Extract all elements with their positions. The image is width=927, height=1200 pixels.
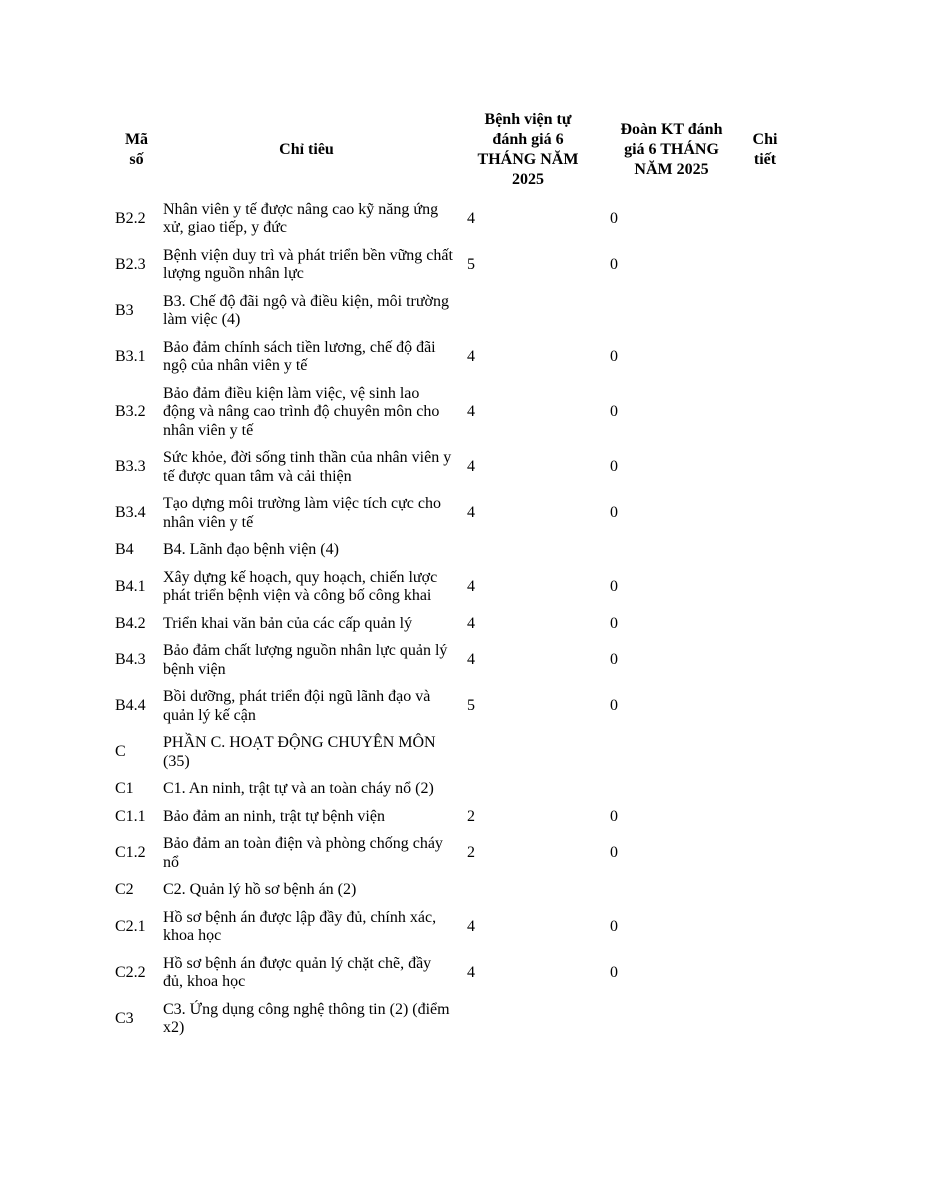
row-team-score: 0	[610, 614, 618, 632]
row-label: Nhân viên y tế được nâng cao kỹ năng ứng xử, giao tiếp, y đức	[163, 200, 439, 236]
row-code: C1.1	[115, 807, 146, 825]
row-team-score: 0	[610, 917, 618, 935]
row-team-score: 0	[610, 209, 618, 227]
row-label: Bảo đảm chất lượng nguồn nhân lực quản lý bệnh viện	[163, 642, 448, 678]
row-code: B4	[115, 541, 134, 558]
row-self-score: 4	[467, 963, 475, 981]
row-self-score	[453, 996, 603, 1042]
row-code: C2	[115, 881, 134, 898]
row-team-score: 0	[610, 504, 618, 522]
row-detail	[740, 537, 790, 565]
row-team-score	[603, 996, 740, 1042]
row-detail	[740, 831, 790, 877]
row-label: Sức khỏe, đời sống tinh thần của nhân viên y tế được quan tâm và cải thiện	[163, 449, 452, 485]
row-self-score: 4	[467, 347, 475, 365]
row-label: Bảo đảm an toàn điện và phòng chống cháy nổ	[163, 835, 443, 871]
row-self-score: 4	[467, 403, 475, 420]
row-code: C	[115, 743, 126, 761]
row-detail	[740, 950, 790, 996]
row-team-score: 0	[610, 347, 618, 365]
row-code: B3.4	[115, 504, 146, 522]
row-self-score: 4	[467, 209, 475, 227]
row-team-score	[603, 537, 740, 565]
row-self-score	[453, 877, 603, 905]
row-label: Bảo đảm chính sách tiền lương, chế độ đãi ngộ của nhân viên y tế	[163, 338, 436, 374]
row-self-score: 2	[467, 844, 475, 862]
table-row	[113, 877, 790, 905]
row-detail	[740, 776, 790, 804]
row-label: Bảo đảm điều kiện làm việc, vệ sinh lao động và nâng cao trình độ chuyên môn cho nhân viên y tế	[163, 384, 440, 439]
table-row	[113, 803, 790, 831]
row-team-score	[603, 730, 740, 776]
table-row	[113, 638, 790, 684]
row-team-score: 0	[610, 807, 618, 825]
row-self-score: 4	[467, 504, 475, 522]
row-detail	[740, 877, 790, 905]
row-self-score: 4	[467, 614, 475, 632]
row-self-score	[453, 776, 603, 804]
row-detail	[740, 242, 790, 288]
row-code: C1.2	[115, 844, 146, 862]
table-row	[113, 776, 790, 804]
row-team-score: 0	[610, 577, 618, 595]
assessment-table	[113, 104, 790, 1042]
table-row	[113, 831, 790, 877]
row-label: C3. Ứng dụng công nghệ thông tin (2) (điểm x2)	[163, 1000, 450, 1036]
row-label: Bảo đảm an ninh, trật tự bệnh viện	[163, 807, 385, 825]
table-row	[113, 730, 790, 776]
row-label: Bệnh viện duy trì và phát triển bền vững chất lượng nguồn nhân lực	[163, 246, 453, 282]
table-row	[113, 242, 790, 288]
row-self-score	[453, 288, 603, 334]
row-team-score: 0	[610, 403, 618, 420]
row-code: C1	[115, 780, 134, 797]
row-self-score: 5	[467, 697, 475, 715]
table-row	[113, 996, 790, 1042]
row-team-score	[603, 877, 740, 905]
table-body	[113, 196, 790, 1042]
column-header-indicator: Chỉ tiêu	[279, 141, 334, 158]
row-code: B2.2	[115, 209, 146, 227]
row-team-score: 0	[610, 844, 618, 862]
row-code: B3.2	[115, 403, 146, 420]
row-code: C2.1	[115, 917, 146, 935]
row-label: Hồ sơ bệnh án được lập đầy đủ, chính xác, khoa học	[163, 908, 437, 944]
row-detail	[740, 996, 790, 1042]
table-row	[113, 904, 790, 950]
row-detail	[740, 638, 790, 684]
row-detail	[740, 380, 790, 445]
table-row	[113, 610, 790, 638]
table-row	[113, 334, 790, 380]
row-code: B2.3	[115, 255, 146, 273]
row-code: B3.3	[115, 458, 146, 476]
row-self-score	[453, 537, 603, 565]
row-detail	[740, 334, 790, 380]
row-label: Xây dựng kế hoạch, quy hoạch, chiến lược phát triển bệnh viện và công bố công khai	[163, 568, 438, 604]
row-self-score: 5	[467, 255, 475, 273]
row-detail	[740, 491, 790, 537]
row-detail	[740, 196, 790, 242]
row-code: B4.3	[115, 651, 146, 669]
row-label: B4. Lãnh đạo bệnh viện (4)	[163, 541, 339, 558]
row-label: Hồ sơ bệnh án được quản lý chặt chẽ, đầy đủ, khoa học	[163, 954, 432, 990]
row-detail	[740, 803, 790, 831]
table-row	[113, 491, 790, 537]
row-detail	[740, 684, 790, 730]
row-code: B3.1	[115, 347, 146, 365]
row-self-score	[453, 730, 603, 776]
row-label: Triển khai văn bản của các cấp quản lý	[163, 614, 413, 632]
table-row	[113, 196, 790, 242]
row-team-score: 0	[610, 963, 618, 981]
row-code: B3	[115, 301, 134, 319]
row-team-score	[603, 288, 740, 334]
column-header-detail: Chi tiết	[752, 131, 778, 168]
table-row	[113, 288, 790, 334]
table-row	[113, 445, 790, 491]
header-row	[113, 104, 790, 196]
row-label: PHẦN C. HOẠT ĐỘNG CHUYÊN MÔN (35)	[163, 734, 436, 770]
column-header-self-score: Bệnh viện tự đánh giá 6 THÁNG NĂM 2025	[477, 111, 579, 188]
row-label: C1. An ninh, trật tự và an toàn cháy nổ (2)	[163, 780, 434, 797]
row-code: C2.2	[115, 963, 146, 981]
row-team-score: 0	[610, 697, 618, 715]
row-detail	[740, 445, 790, 491]
row-self-score: 4	[467, 577, 475, 595]
row-detail	[740, 564, 790, 610]
row-detail	[740, 904, 790, 950]
row-team-score	[603, 776, 740, 804]
column-header-team-score: Đoàn KT đánh giá 6 THÁNG NĂM 2025	[620, 121, 723, 178]
row-team-score: 0	[610, 255, 618, 273]
column-header-code: Mã số	[124, 131, 149, 168]
row-code: B4.4	[115, 697, 146, 715]
row-code: B4.1	[115, 577, 146, 595]
row-team-score: 0	[610, 458, 618, 476]
row-code: B4.2	[115, 614, 146, 632]
table-row	[113, 950, 790, 996]
table-row	[113, 537, 790, 565]
table-row	[113, 564, 790, 610]
row-self-score: 2	[467, 807, 475, 825]
row-label: B3. Chế độ đãi ngộ và điều kiện, môi trường làm việc (4)	[163, 292, 449, 328]
row-self-score: 4	[467, 458, 475, 476]
row-detail	[740, 288, 790, 334]
row-self-score: 4	[467, 917, 475, 935]
row-team-score: 0	[610, 651, 618, 669]
table-row	[113, 684, 790, 730]
row-label: Tạo dựng môi trường làm việc tích cực cho nhân viên y tế	[163, 495, 441, 531]
table-row	[113, 380, 790, 445]
row-self-score: 4	[467, 651, 475, 669]
row-detail	[740, 610, 790, 638]
row-label: C2. Quản lý hồ sơ bệnh án (2)	[163, 881, 357, 898]
row-label: Bồi dưỡng, phát triển đội ngũ lãnh đạo và quản lý kế cận	[163, 688, 431, 724]
row-code: C3	[115, 1009, 134, 1027]
row-detail	[740, 730, 790, 776]
